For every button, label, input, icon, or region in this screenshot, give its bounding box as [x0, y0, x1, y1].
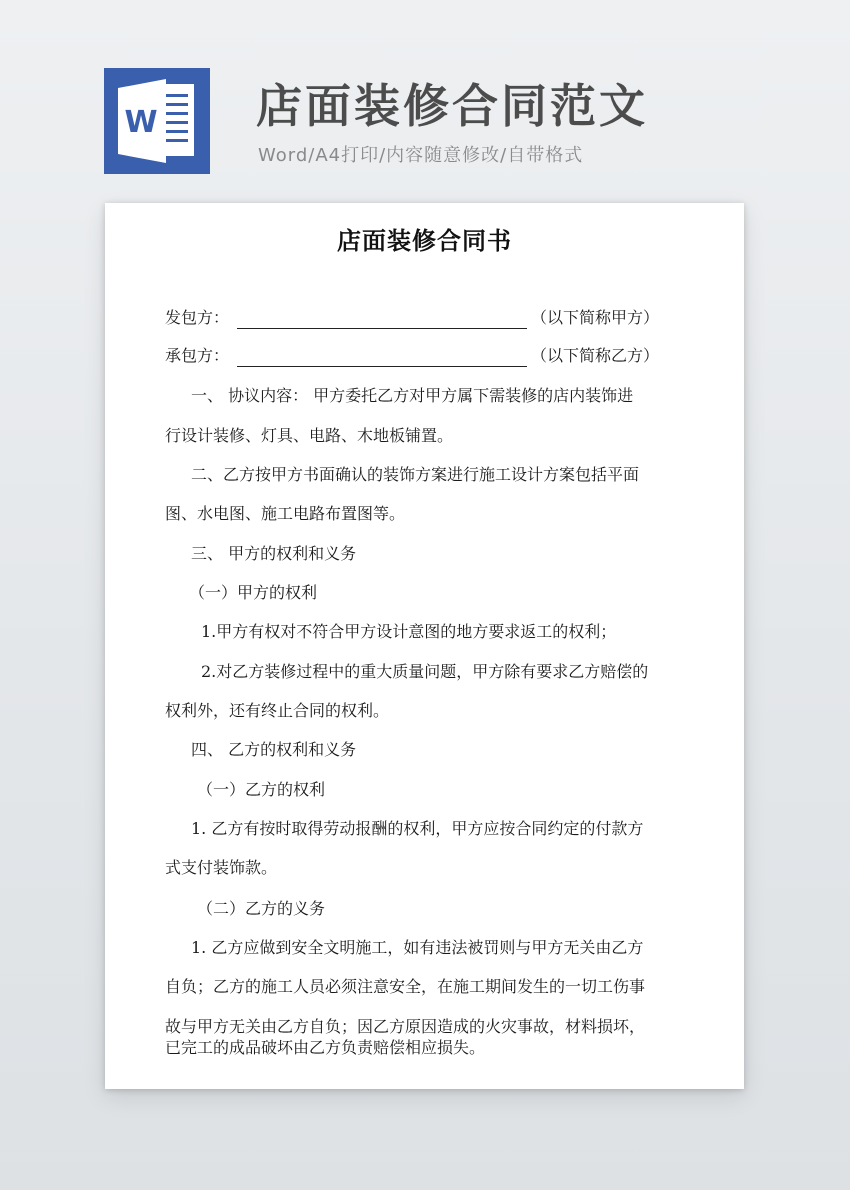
party-b-blank — [237, 346, 527, 367]
clause-4-item-1-line-1: 1. 乙方有按时取得劳动报酬的权利，甲方应按合同约定的付款方 — [191, 819, 644, 838]
party-b-note: （以下简称乙方） — [531, 346, 660, 365]
clause-3-sub-1-heading: （一）甲方的权利 — [189, 583, 318, 602]
document-title: 店面装修合同书 — [337, 226, 512, 255]
header — [0, 0, 850, 200]
clause-1-line-1: 一、 协议内容： 甲方委托乙方对甲方属下需装修的店内装饰进 — [191, 386, 634, 405]
clause-2-line-2: 图、水电图、施工电路布置图等。 — [165, 504, 406, 523]
clause-1-line-2: 行设计装修、灯具、电路、木地板铺置。 — [165, 426, 454, 445]
party-a-line — [165, 306, 659, 330]
clause-3-item-1: 1.甲方有权对不符合甲方设计意图的地方要求返工的权利； — [201, 622, 617, 641]
clause-3-item-2-line-1: 2.对乙方装修过程中的重大质量问题，甲方除有要求乙方赔偿的 — [201, 662, 649, 681]
party-b-label: 承包方： — [165, 346, 230, 365]
document-page — [105, 203, 744, 1089]
clause-3-item-2-line-2: 权利外，还有终止合同的权利。 — [165, 701, 390, 720]
clause-4-sub-1-heading: （一）乙方的权利 — [197, 780, 326, 799]
party-a-note: （以下简称甲方） — [531, 308, 660, 327]
word-icon-letter: W — [124, 105, 158, 140]
clause-4-sub-2-heading: （二）乙方的义务 — [197, 899, 326, 918]
party-a-label: 发包方： — [165, 308, 230, 327]
clause-3-heading: 三、 甲方的权利和义务 — [191, 544, 357, 563]
clause-4-duty-line-3: 故与甲方无关由乙方自负；因乙方原因造成的火灾事故，材料损坏， — [165, 1017, 646, 1036]
page-subtitle: Word/A4打印/内容随意修改/自带格式 — [258, 145, 584, 166]
clause-4-duty-line-1: 1. 乙方应做到安全文明施工，如有违法被罚则与甲方无关由乙方 — [191, 938, 644, 957]
clause-2-line-1: 二、乙方按甲方书面确认的装饰方案进行施工设计方案包括平面 — [191, 465, 640, 484]
word-icon — [104, 68, 210, 174]
clause-4-duty-line-4: 已完工的成品破坏由乙方负责赔偿相应损失。 — [165, 1038, 486, 1057]
clause-4-duty-line-2: 自负；乙方的施工人员必须注意安全，在施工期间发生的一切工伤事 — [165, 977, 646, 996]
page-title: 店面装修合同范文 — [256, 79, 648, 133]
clause-4-heading: 四、 乙方的权利和义务 — [191, 740, 357, 759]
party-b-line — [165, 344, 659, 368]
party-a-blank — [237, 308, 527, 329]
clause-4-item-1-line-2: 式支付装饰款。 — [165, 858, 278, 877]
